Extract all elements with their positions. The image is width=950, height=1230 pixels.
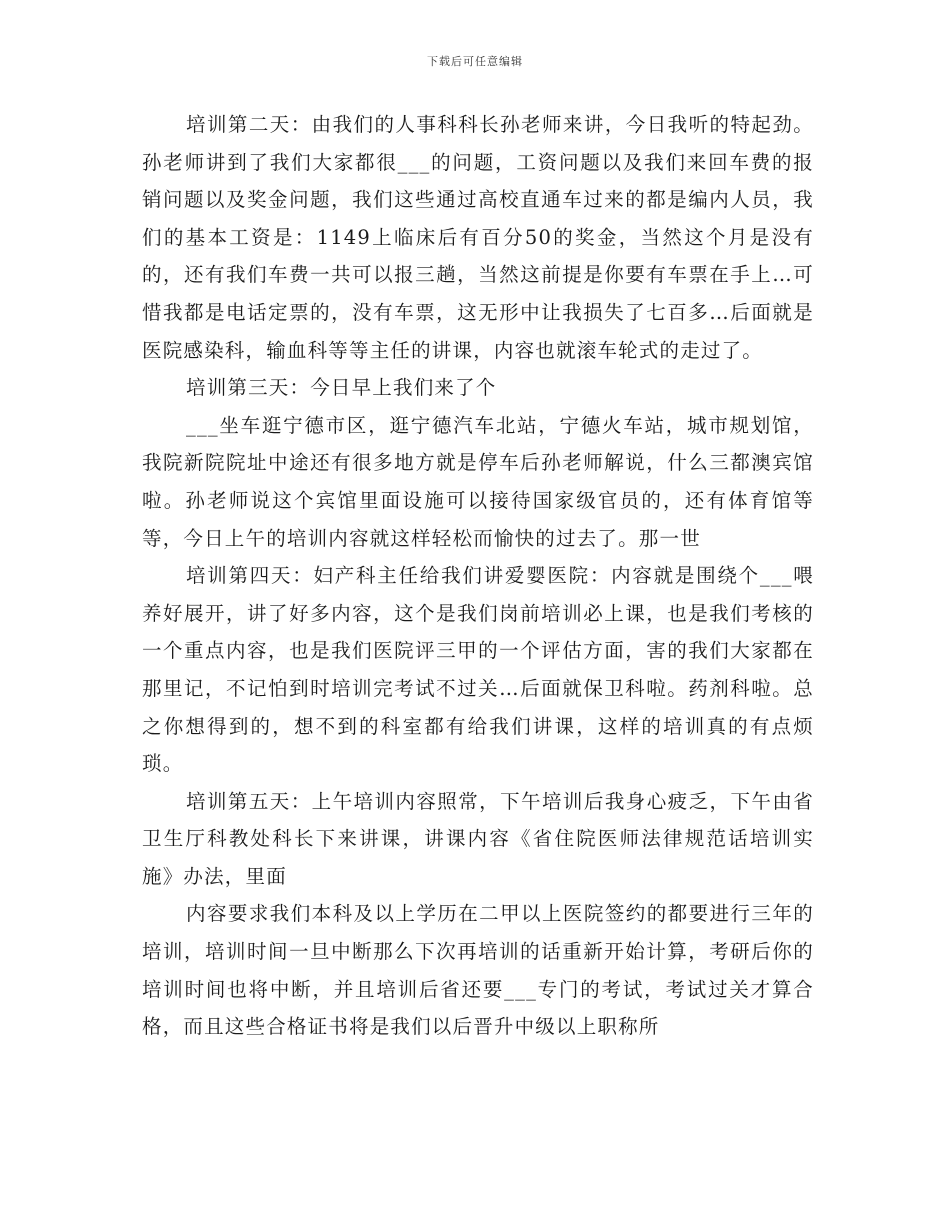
paragraph-day-three-tour: ___坐车逛宁德市区，逛宁德汽车北站，宁德火车站，城市规划馆，我院新院院址中途还有很多地方就是停车后孙老师解说，什么三都澳宾馆啦。孙老师说这个宾馆里面设施可以接待国家级官员的，还有体育馆等等，今日上午的培训内容就这样轻松而愉快的过去了。那一世 bbox=[142, 413, 814, 550]
document-body bbox=[142, 106, 814, 1046]
page-header: 下载后可任意编辑 bbox=[427, 55, 523, 68]
paragraph-day-three-intro: 培训第三天：今日早上我们来了个 bbox=[186, 376, 497, 400]
paragraph-day-four: 培训第四天：妇产科主任给我们讲爱婴医院：内容就是围绕个___喂养好展开，讲了好多内容，这个是我们岗前培训必上课，也是我们考核的一个重点内容，也是我们医院评三甲的一个评估方面，害的我们大家都在那里记，不记怕到时培训完考试不过关…后面就保卫科啦。药剂科啦。总之你想得到的，想不到的科室都有给我们讲课，这样的培训真的有点烦琐。 bbox=[142, 564, 814, 776]
paragraph-day-two: 培训第二天：由我们的人事科科长孙老师来讲，今日我听的特起劲。孙老师讲到了我们大家都很___的问题，工资问题以及我们来回车费的报销问题以及奖金问题，我们这些通过高校直通车过来的都是编内人员，我们的基本工资是：1149上临床后有百分50的奖金，当然这个月是没有的，还有我们车费一共可以报三趟，当然这前提是你要有车票在手上…可惜我都是电话定票的，没有车票，这无形中让我损失了七百多…后面就是医院感染科，输血科等等主任的讲课，内容也就滚车轮式的走过了。 bbox=[142, 113, 814, 362]
paragraph-day-five: 培训第五天：上午培训内容照常，下午培训后我身心疲乏，下午由省卫生厅科教处科长下来讲课，讲课内容《省住院医师法律规范话培训实施》办法，里面 bbox=[142, 789, 814, 888]
paragraph-day-five-content: 内容要求我们本科及以上学历在二甲以上医院签约的都要进行三年的培训，培训时间一旦中断那么下次再培训的话重新开始计算，考研后你的培训时间也将中断，并且培训后省还要___专门的考试，考试过关才算合格，而且这些合格证书将是我们以后晋升中级以上职称所 bbox=[142, 902, 814, 1039]
